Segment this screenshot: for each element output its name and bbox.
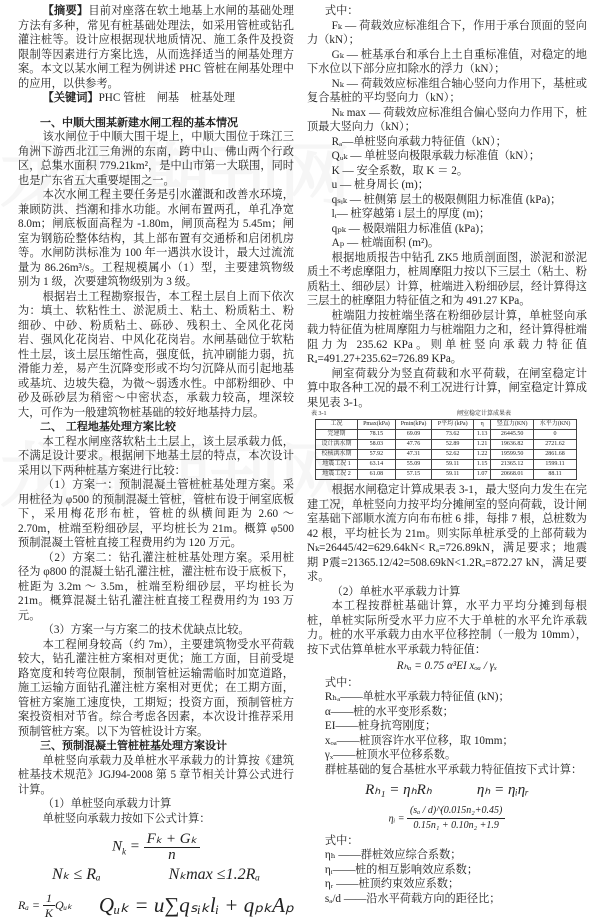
table-row (316, 430, 577, 440)
paragraph: u — 桩身周长 (m)； (331, 179, 429, 191)
paragraph: 单桩竖向承载力按如下公式计算： (42, 812, 211, 825)
table-cell: 1.21 (474, 440, 491, 450)
paragraph: （2）单桩水平承载力计算 (331, 585, 461, 598)
definition-line: γₓ——桩顶水平位移系数。 (324, 749, 457, 761)
table-cell: 57.92 (358, 450, 396, 460)
table-cell: 1.22 (474, 450, 491, 460)
table-row (316, 450, 577, 460)
abstract-label: 【摘要】 (42, 4, 89, 17)
table-cell: 1.15 (474, 460, 491, 470)
table-cell: 0 (534, 430, 577, 440)
table-cell: 47.31 (395, 450, 431, 460)
table-cell: 地震工况 1 (316, 460, 358, 470)
table-header: Pmin(kPa) (395, 420, 431, 430)
paragraph: （2）方案二：钻孔灌注桩桩基处理方案。采用桩径为 φ800 的混凝土钻孔灌注桩，灌注桩布设于底板下，桩距为 3.2m ～ 3.5m，桩端至粉细砂层，平均桩长为 21m。概算混凝土钻孔灌注桩直接工程费用约为 193 万元。 (18, 551, 294, 622)
paragraph: lᵢ— 桩穿越第 i 层土的厚度 (m)； (331, 208, 491, 220)
definition-line: α——桩的水平变形系数； (324, 705, 454, 718)
table-caption: 表 3-1 闸室稳定计算成果表 (311, 411, 511, 417)
keywords-text: PHC 管桩 闸基 桩基处理 (98, 92, 236, 104)
table-cell: 47.76 (395, 440, 431, 450)
abstract (18, 4, 294, 91)
definition-line: ηₕ ——群桩效应综合系数； (324, 849, 462, 861)
paragraph: Aₚ — 桩端面积 (m²)。 (331, 237, 440, 249)
paragraph: qₚₖ — 极限端阻力标准值 (kPa)； (331, 222, 491, 235)
formula-numerator: (sₐ / d)^(0.015n₂+0.45) (407, 804, 505, 820)
table-cell: 59.11 (432, 460, 474, 470)
table-cell: 55.09 (395, 460, 431, 470)
section-heading: 二、 工程地基处理方案比较 (40, 420, 176, 433)
table-cell: 20668.01 (491, 470, 534, 480)
paragraph: 本次水闸工程主要任务是引水灌溉和改善水环境，兼顾防洪、挡潮和排水功能。水闸布置两孔，单孔净宽 8.0m；闸底板面高程为 -1.80m，闸顶高程为 5.45m；闸室为钢筋砼整体结构，其上部布置有交通桥和启闭机房等。水闸防洪标准为 100 年一遇洪水设计，最大过流流量为 86.26m³/s。工程规模属小（1）型，主要建筑物级别为 1 级，次要建筑物级别为 3 级。 (18, 189, 294, 288)
paragraph: 单桩竖向承载力及单桩水平承载力的计算按《建筑桩基技术规范》JGJ94-2008 第 5 章节相关计算公式进行计算。 (18, 754, 294, 796)
formula-nk: $N_k$ = $\frac{\text{Fₖ + Gₖ}}{n}$ (18, 832, 294, 862)
table-cell: 1.07 (474, 470, 491, 480)
table-cell: 69.09 (395, 430, 431, 440)
paragraph: 根据地质报告中钻孔 ZK5 地质剖面图，淤泥和淤泥质土不考虑摩阻力，桩周摩阻力按以下三层土（粘土、粉质粘土、细砂层）计算，桩端进入粉细砂层，经计算得这三层土的桩摩阻力特征值之和为 491.27 KPa。 (307, 251, 587, 307)
table-cell: 1.13 (474, 430, 491, 440)
paragraph: qₛᵢₖ — 桩侧第 层土的极限侧阻力标准值 (kPa)； (331, 193, 562, 206)
formula: Rₕₐ = 0.75 α³EI xₒₐ / γₓ (396, 660, 498, 672)
table-header: 工况 (316, 420, 358, 430)
left-column (18, 4, 294, 921)
table-cell: 21365.12 (491, 460, 534, 470)
left-body (18, 116, 294, 827)
right-body-top (307, 4, 587, 410)
table-cell: 73.62 (432, 430, 474, 440)
keywords-label: 【关键词】 (42, 91, 99, 104)
table-header: 水平力(KN) (534, 420, 577, 430)
paragraph: （1）单桩竖向承载力计算 (42, 798, 172, 810)
paragraph: 闸室荷载分为竖直荷载和水平荷载，在闸室稳定计算中取各种工况的最不利工况进行计算，闸室稳定计算成果见表 3-1。 (307, 367, 587, 409)
definition-line: xₒₐ——桩顶容许水平位移，取 10mm； (324, 734, 514, 747)
right-body-bottom (307, 483, 587, 906)
formula-denominator: 0.15n₁ + 0.10n₂ +1.9 (413, 820, 499, 831)
paragraph: Nₖ max — 荷载效应标准组合偏心竖向力作用下，桩顶最大竖向力（kN）； (307, 106, 587, 133)
table-cell: 设计洪水期 (316, 440, 358, 450)
paragraph: 本工程水闸座落软粘土土层上，该土层承载力低，不满足设计要求。根据闸下地基土层的特点，本次设计采用以下两种桩基方案进行比较： (18, 435, 294, 477)
table-row (316, 440, 577, 450)
formula-lhs: ηᵢ = (388, 812, 407, 824)
definition-line: 式中： (324, 834, 359, 847)
paragraph: Rₐ—单桩竖向承载力特征值（kN）； (331, 135, 507, 148)
definition-line: ηᵢ——桩的相互影响效应系数； (324, 863, 479, 876)
paragraph: Gₖ — 桩基承台和承台上土自重标准值，对稳定的地下水位以下部分应扣除水的浮力（kN）； (307, 48, 587, 75)
table-cell: 19599.50 (491, 450, 534, 460)
paragraph: 桩端阻力按桩端坐落在粉细砂层计算，单桩竖向承载力特征值为桩周摩阻力与桩端阻力之和，经计算得桩端阻力为 235.62 KPa。则单桩竖向承载力特征值 Rₐ=491.27+235.62=726.89 KPa。 (307, 309, 587, 365)
definition-line: Rₕₐ——单桩水平承载力特征值 (kN)； (324, 691, 510, 703)
table-cell: 52.62 (432, 450, 474, 460)
table-cell: 校核洪水期 (316, 450, 358, 460)
definition-line: ηᵣ ——桩顶约束效应系数； (324, 878, 460, 890)
right-column (307, 4, 587, 906)
formula-inequalities: Nₖ ≤ Rₐ Nₖmax ≤1.2Rₐ (51, 866, 261, 883)
table-row (316, 460, 577, 470)
keywords (18, 91, 294, 106)
abstract-text: 目前对座落在软土地基上水闸的基础处理方法有多种，常见有桩基础处理法，如采用管桩或钻孔灌注桩等。设计应根据现状地质情况、施工条件及投资限制等因素进行方案比选，从而选择适当的闸基处理方案。本文以某水闸工程为例讲述 PHC 管桩在闸基处理中的应用，以供参考。 (18, 5, 294, 90)
paragraph: （3）方案一与方案二的技术优缺点比较。 (42, 624, 250, 636)
table-cell: 19636.82 (491, 440, 534, 450)
table-cell: 2861.68 (534, 450, 577, 460)
formula-ra-quk: Rₐ = $\frac{1}{K}$ Qᵤₖ Qᵤₖ = u∑qₛᵢₖlᵢ + qₚₖAₚ (18, 890, 294, 920)
paragraph: （1）方案一：预制混凝土管桩桩基处理方案。采用桩径为 φ500 的预制混凝土管桩，管桩布设于闸室底板下，采用梅花形布桩，管桩的纵横间距为 2.60 ～ 2.70m，桩端至粉细砂层，平均桩长为 21m。概算 φ500 预制混凝土管桩直接工程费用约为 120 万元。 (18, 479, 294, 549)
paragraph: Fₖ — 荷载效应标准组合下，作用于承台顶面的竖向力（kN）； (307, 19, 587, 46)
paragraph: K — 安全系数，取 K ＝ 2。 (331, 164, 469, 177)
table-header: 竖直力(KN) (491, 420, 534, 430)
definition-line: 式中： (324, 5, 359, 17)
table-header: P平均 (kPa) (432, 420, 474, 430)
table-cell: 52.89 (432, 440, 474, 450)
section-heading: 三、预制混凝土管桩桩基处理方案设计 (40, 739, 227, 752)
paragraph: 根据岩土工程勘察报告，本工程土层自上而下依次为：填土、软粘性土、淤泥质土、粘土、粉质粘土、粉细砂、中砂、粉质粘土、砾砂、残积土、全风化花岗岩、强风化花岗岩、中风化花岗岩。水闸基础位于软粘性土层，该土层压缩性高，强度低，抗冲刷能力弱，抗滑能力差，易产生沉降变形或不均匀沉降从而引起地基或基坑、边坡失稳，为微～弱透水性。中部粉细砂、中砂及砾砂层为稍密～中密状态，承载力较高，埋深较大，可作为一般建筑物桩基础的较好地基持力层。 (18, 290, 294, 419)
table-cell: 58.03 (358, 440, 396, 450)
formula (307, 804, 587, 834)
paragraph: Qᵤₖ — 单桩竖向极限承载力标准值（kN）； (331, 150, 541, 162)
table-cell: 57.15 (395, 470, 431, 480)
table-cell: 78.15 (358, 430, 396, 440)
definition-line: 式中： (324, 676, 359, 689)
paragraph: 根据水闸稳定计算成果表 3-1，最大竖向力发生在完建工况，单桩竖向力按平均分摊闸室的竖向荷载，设计闸室基础下部顺水流方向布布桩 6 排，每排 7 根，总桩数为 42 根，平均桩长为 21m。则实际单桩承受的上部荷载为 Nₖ=26445/42=629.64kN< Rₐ=726.89kN，满足要求；地震期 P震=21365.12/42=508.69kN<1.2Rₐ=872.27 kN，满足要求。 (307, 484, 587, 583)
table-cell: 59.11 (432, 470, 474, 480)
table-cell: 完建期 (316, 430, 358, 440)
table-cell: 88.11 (534, 470, 577, 480)
definition-line: 群桩基础的复合基桩水平承载力特征值按下式计算： (324, 763, 583, 776)
paragraph: 本工程闸身较高（约 7m），主要建筑物受水平荷载较大，钻孔灌注桩方案相对更优；施工方面，目前受堤路宽度和转弯位限制，预制管桩运输需临时加宽道路，施工运输方面钻孔灌注桩方案相对更优；在工期方面，管桩方案施工速度快，工期短；投资方面，预制管桩方案投资相对节省。综合考虑各因素，本次设计推荐采用预制管桩方案。以下为管桩设计方案。 (18, 638, 294, 738)
formula: Rₕ₁ = ηₕRₕ ηₕ = ηᵢηᵣ (365, 782, 529, 798)
table-row (316, 470, 577, 480)
table-cell: 地震工况 2 (316, 470, 358, 480)
definition-line: EI——桩身抗弯刚度； (324, 720, 437, 732)
table-cell: 1599.11 (534, 460, 577, 470)
paragraph: 该水闸位于中顺大围干堤上，中顺大围位于珠江三角洲下游西北江三角洲的东南，跨中山、佛山两个行政区，总集水面积 779.21km²，是中山市第一大联围，同时也是广东省五大重要堤围之一。 (18, 131, 294, 187)
definition-line: sₐ/d ——沿水平荷载方向的距径比； (324, 892, 501, 905)
table-cell: 63.14 (358, 460, 396, 470)
table-cell: 61.08 (358, 470, 396, 480)
stability-table (315, 419, 577, 480)
section-heading: 一、中顺大围某新建水闸工程的基本情况 (40, 115, 238, 129)
table-header: Pmax(kPa) (358, 420, 396, 430)
table-header: η (474, 420, 491, 430)
paragraph: 本工程按群桩基础计算，水平力平均分摊到每根桩，单桩实际所受水平力应不大于单桩的水平允许承载力。桩的水平承载力由水平位移控制（一般为 10mm），按下式估算单桩水平承载力特征值： (307, 600, 587, 656)
paragraph: Nₖ — 荷载效应标准组合轴心竖向力作用下，基桩或复合基桩的平均竖向力（kN）； (307, 77, 587, 104)
table-cell: 2721.62 (534, 440, 577, 450)
table-cell: 26445.50 (491, 430, 534, 440)
